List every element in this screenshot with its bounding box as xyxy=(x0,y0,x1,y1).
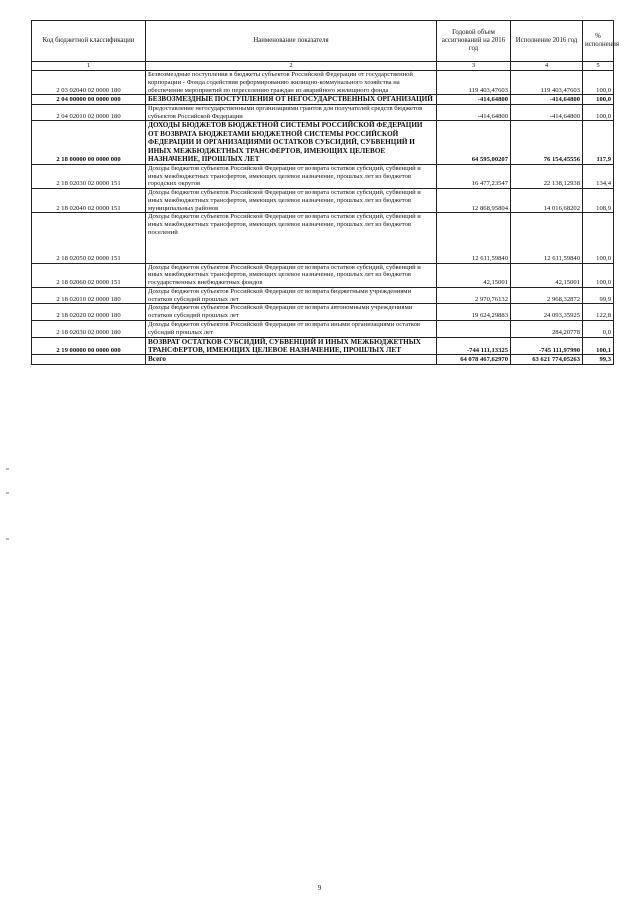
row-execution: 119 403,47603 xyxy=(511,71,583,95)
row-percent: 122,8 xyxy=(583,304,614,321)
column-number-row xyxy=(32,62,614,71)
column-number: 3 xyxy=(437,62,511,71)
row-percent: 100,0 xyxy=(583,104,614,121)
row-execution: 42,15001 xyxy=(511,263,583,287)
table-row xyxy=(32,189,614,213)
row-code: 2 03 02040 02 0000 180 xyxy=(32,71,146,95)
row-annual: 12 868,95804 xyxy=(437,189,511,213)
table-row xyxy=(32,213,614,263)
row-code: 2 19 00000 00 0000 000 xyxy=(32,337,146,355)
row-execution: 24 093,35925 xyxy=(511,304,583,321)
row-code: 2 18 02030 02 0000 180 xyxy=(32,320,146,337)
total-row xyxy=(32,355,614,364)
total-annual: 64 078 467,62970 xyxy=(437,355,511,364)
row-code: 2 18 00000 00 0000 000 xyxy=(32,121,146,164)
row-annual: -414,64800 xyxy=(437,95,511,104)
page-number: 9 xyxy=(317,884,322,892)
header-name: Наименование показателя xyxy=(146,21,437,62)
row-percent: 100,1 xyxy=(583,337,614,355)
row-annual: -414,64800 xyxy=(437,104,511,121)
header-percent: % исполнения xyxy=(583,21,614,62)
row-percent: 100,0 xyxy=(583,213,614,263)
row-name: БЕЗВОЗМЕЗДНЫЕ ПОСТУПЛЕНИЯ ОТ НЕГОСУДАРСТВЕННЫХ ОРГАНИЗАЦИЙ xyxy=(146,95,437,104)
row-name: ВОЗВРАТ ОСТАТКОВ СУБСИДИЙ, СУБВЕНЦИЙ И ИНЫХ МЕЖБЮДЖЕТНЫХ ТРАНСФЕРТОВ, ИМЕЮЩИХ ЦЕЛЕВОЕ НАЗНАЧЕНИЕ, ПРОШЛЫХ ЛЕТ xyxy=(146,337,437,355)
row-annual: 19 624,29883 xyxy=(437,304,511,321)
row-name: Доходы бюджетов субъектов Российской Федерации от возврата остатков субсидий, субвенций и иных межбюджетных трансфертов, имеющих целевое назначение, прошлых лет из бюджетов муниципальных районов xyxy=(146,189,437,213)
total-execution: 63 621 774,05263 xyxy=(511,355,583,364)
scan-artifact xyxy=(6,468,9,470)
row-annual: -744 111,13325 xyxy=(437,337,511,355)
row-annual xyxy=(437,320,511,337)
row-code: 2 18 02050 02 0000 151 xyxy=(32,213,146,263)
column-number: 2 xyxy=(146,62,437,71)
row-code: 2 18 02040 02 0000 151 xyxy=(32,189,146,213)
column-number: 1 xyxy=(32,62,146,71)
row-percent: 117,9 xyxy=(583,121,614,164)
row-execution: 14 016,68202 xyxy=(511,189,583,213)
row-percent: 100,0 xyxy=(583,71,614,95)
row-execution: 76 154,45556 xyxy=(511,121,583,164)
row-code: 2 18 02030 02 0000 151 xyxy=(32,164,146,188)
row-code: 2 04 00000 00 0000 000 xyxy=(32,95,146,104)
row-percent: 108,9 xyxy=(583,189,614,213)
table-row xyxy=(32,71,614,95)
table-row xyxy=(32,104,614,121)
table-row xyxy=(32,164,614,188)
table-row xyxy=(32,263,614,287)
row-code: 2 04 02010 02 0000 180 xyxy=(32,104,146,121)
scan-artifact xyxy=(6,538,9,540)
scan-artifact xyxy=(6,492,9,494)
table-row xyxy=(32,337,614,355)
row-percent: 99,9 xyxy=(583,287,614,304)
total-percent: 99,3 xyxy=(583,355,614,364)
row-annual: 64 595,00207 xyxy=(437,121,511,164)
total-code-cell xyxy=(32,355,146,364)
row-execution: -414,64800 xyxy=(511,95,583,104)
row-execution: -745 111,97990 xyxy=(511,337,583,355)
column-number: 5 xyxy=(583,62,614,71)
row-execution: 2 968,32872 xyxy=(511,287,583,304)
row-code: 2 18 02010 02 0000 180 xyxy=(32,287,146,304)
table-row xyxy=(32,320,614,337)
row-percent: 0,0 xyxy=(583,320,614,337)
row-name: Доходы бюджетов субъектов Российской Федерации от возврата остатков субсидий, субвенций и иных межбюджетных трансфертов, имеющих целевое назначение, прошлых лет из бюджетов городских округов xyxy=(146,164,437,188)
table-header-row xyxy=(32,21,614,62)
table-row xyxy=(32,304,614,321)
row-name: Безвозмездные поступления в бюджеты субъектов Российской Федерации от государственной корпорации - Фонда содействия реформированию жилищно-коммунального хозяйства на обеспечение мероприятий по переселению граждан из аварийного жилищного фонда xyxy=(146,71,437,95)
row-annual: 42,15001 xyxy=(437,263,511,287)
row-annual: 16 477,23547 xyxy=(437,164,511,188)
row-name: Доходы бюджетов субъектов Российской Федерации от возврата автономными учреждениями остатков субсидий прошлых лет xyxy=(146,304,437,321)
row-annual: 2 970,76132 xyxy=(437,287,511,304)
row-name: Доходы бюджетов субъектов Российской Федерации от возврата иными организациями остатков субсидий прошлых лет xyxy=(146,320,437,337)
row-name: Предоставление негосударственными организациями грантов для получателей средств бюджетов субъектов Российской Федерации xyxy=(146,104,437,121)
row-execution: 12 611,59840 xyxy=(511,213,583,263)
row-name: ДОХОДЫ БЮДЖЕТОВ БЮДЖЕТНОЙ СИСТЕМЫ РОССИЙСКОЙ ФЕДЕРАЦИИ ОТ ВОЗВРАТА БЮДЖЕТАМИ БЮДЖЕТНОЙ СИСТЕМЫ РОССИЙСКОЙ ФЕДЕРАЦИИ И ОРГАНИЗАЦИЯМИ ОСТАТКОВ СУБСИДИЙ, СУБВЕНЦИЙ И ИНЫХ МЕЖБЮДЖЕТНЫХ ТРАНСФЕРТОВ, ИМЕЮЩИХ ЦЕЛЕВОЕ НАЗНАЧЕНИЕ, ПРОШЛЫХ ЛЕТ xyxy=(146,121,437,164)
row-name: Доходы бюджетов субъектов Российской Федерации от возврата остатков субсидий, субвенций и иных межбюджетных трансфертов, имеющих целевое назначение, прошлых лет из бюджетов государственных внебюджетных фондов xyxy=(146,263,437,287)
header-code: Код бюджетной классификации xyxy=(32,21,146,62)
row-code: 2 18 02060 02 0000 151 xyxy=(32,263,146,287)
row-annual: 12 611,59840 xyxy=(437,213,511,263)
row-annual: 119 403,47603 xyxy=(437,71,511,95)
row-execution: -414,64800 xyxy=(511,104,583,121)
column-number: 4 xyxy=(511,62,583,71)
row-name: Доходы бюджетов субъектов Российской Федерации от возврата остатков субсидий, субвенций и иных межбюджетных трансфертов, имеющих целевое назначение, прошлых лет из бюджетов поселений xyxy=(146,213,437,263)
table-row xyxy=(32,287,614,304)
row-name: Доходы бюджетов субъектов Российской Федерации от возврата бюджетными учреждениями остатков субсидий прошлых лет xyxy=(146,287,437,304)
row-percent: 134,4 xyxy=(583,164,614,188)
row-percent: 100,0 xyxy=(583,95,614,104)
row-execution: 22 138,12938 xyxy=(511,164,583,188)
total-label: Всего xyxy=(146,355,437,364)
header-execution: Исполнение 2016 год xyxy=(511,21,583,62)
budget-execution-table xyxy=(31,20,620,365)
table-body xyxy=(32,71,614,355)
header-annual: Годовой объем ассигнований на 2016 год xyxy=(437,21,511,62)
row-percent: 100,0 xyxy=(583,263,614,287)
row-execution: 284,20778 xyxy=(511,320,583,337)
table-row xyxy=(32,95,614,104)
table-row xyxy=(32,121,614,164)
row-code: 2 18 02020 02 0000 180 xyxy=(32,304,146,321)
